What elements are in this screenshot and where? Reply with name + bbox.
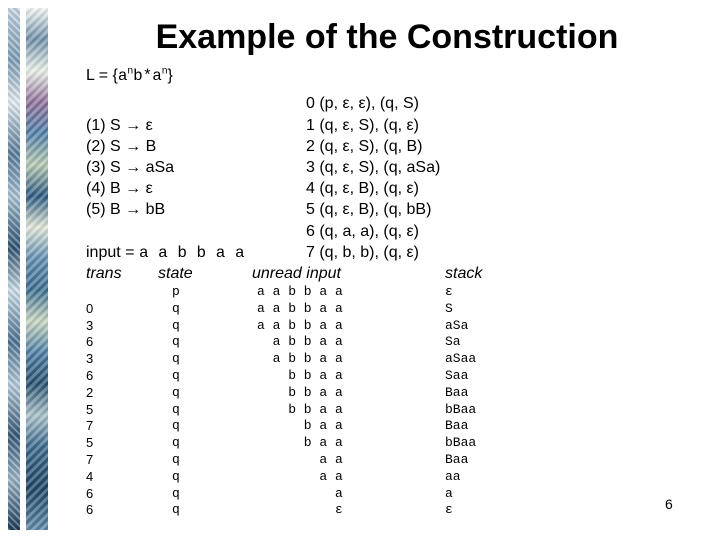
header-trans: trans [86, 265, 122, 282]
header-unread-input: unread input [252, 265, 341, 282]
decorative-strip-right [26, 8, 48, 530]
table-cell-trans: 6 [86, 368, 94, 383]
table-cell-trans: 7 [86, 452, 94, 467]
table-cell-input: b a a [257, 435, 343, 451]
grammar-rule: (4) B → ε [86, 180, 153, 197]
table-cell-input: b b a a [257, 401, 343, 417]
pda-transition: 2 (q, ε, S), (q, B) [306, 138, 423, 155]
table-cell-trans: 6 [86, 334, 94, 350]
table-cell-input: a a [257, 468, 343, 484]
grammar-rule: (3) S → aSa [86, 159, 175, 176]
table-cell-input: b b a a [257, 368, 343, 383]
pda-transition: 6 (q, a, a), (q, ε) [306, 223, 419, 240]
decorative-strip-left [8, 8, 20, 530]
table-cell-input: a a b b a a [257, 284, 343, 299]
input-string: input = a a b b a a [86, 244, 245, 262]
pda-transition: 7 (q, b, b), (q, ε) [306, 244, 419, 261]
table-cell-stack: aSaa [445, 351, 477, 367]
table-cell-input: b a a [257, 418, 343, 434]
page-number: 6 [665, 496, 673, 512]
table-cell-state: q [172, 334, 180, 350]
table-cell-input: a a b b a a [257, 300, 343, 316]
table-cell-input: a a b b a a [257, 317, 343, 333]
table-cell-state: p [172, 284, 180, 299]
table-cell-stack: ε [445, 502, 453, 518]
table-cell-state: q [172, 300, 180, 316]
pda-transition: 4 (q, ε, B), (q, ε) [306, 180, 419, 197]
table-cell-stack: a [445, 485, 453, 501]
table-cell-state: q [172, 368, 180, 383]
slide-title: Example of the Construction [155, 18, 619, 56]
table-cell-stack: aSa [445, 317, 469, 333]
table-cell-state: q [172, 351, 180, 367]
table-cell-trans: 6 [86, 502, 94, 518]
table-cell-stack: bBaa [445, 401, 477, 417]
table-cell-state: q [172, 435, 180, 451]
table-cell-stack: Baa [445, 418, 469, 434]
table-cell-input: a [257, 485, 343, 501]
table-cell-state: q [172, 468, 180, 484]
pda-transition: 3 (q, ε, S), (q, aSa) [306, 159, 441, 176]
table-cell-input: ε [257, 502, 343, 518]
pda-transition: 0 (p, ε, ε), (q, S) [306, 95, 419, 112]
decorative-sidebar [6, 8, 50, 530]
table-cell-state: q [172, 317, 180, 333]
table-cell-state: q [172, 485, 180, 501]
table-cell-state: q [172, 452, 180, 467]
table-cell-stack: aa [445, 468, 461, 484]
table-cell-input: b b a a [257, 384, 343, 400]
table-cell-input: a b b a a [257, 351, 343, 367]
table-cell-input: a b b a a [257, 334, 343, 350]
grammar-rule: (2) S → B [86, 138, 157, 155]
header-state: state [158, 265, 193, 282]
table-cell-trans: 5 [86, 401, 94, 417]
table-cell-state: q [172, 401, 180, 417]
table-cell-stack: Baa [445, 452, 469, 467]
grammar-rule: (1) S → ε [86, 117, 153, 134]
table-cell-trans: 6 [86, 485, 94, 501]
table-cell-stack: bBaa [445, 435, 477, 451]
table-cell-state: q [172, 502, 180, 518]
table-cell-trans: 5 [86, 435, 94, 451]
pda-transition: 1 (q, ε, S), (q, ε) [306, 117, 419, 134]
table-cell-stack: ε [445, 284, 453, 299]
pda-transition: 5 (q, ε, B), (q, bB) [306, 201, 432, 218]
grammar-rule: (5) B → bB [86, 201, 166, 218]
table-cell-stack: Baa [445, 384, 469, 400]
language-definition: $L = \{a^nb*a^n\}$ [86, 65, 173, 85]
table-cell-state: q [172, 384, 180, 400]
table-cell-input: a a [257, 452, 343, 467]
table-cell-trans: 3 [86, 317, 94, 333]
table-cell-trans: 7 [86, 418, 94, 434]
table-cell-trans: 2 [86, 384, 94, 400]
table-cell-state: q [172, 418, 180, 434]
table-cell-stack: Saa [445, 368, 469, 383]
header-stack: stack [445, 265, 483, 282]
table-cell-trans: 3 [86, 351, 94, 367]
table-cell-stack: Sa [445, 334, 461, 350]
table-cell-stack: S [445, 300, 453, 316]
table-cell-trans: 0 [86, 300, 94, 316]
table-cell-trans: 4 [86, 468, 94, 484]
